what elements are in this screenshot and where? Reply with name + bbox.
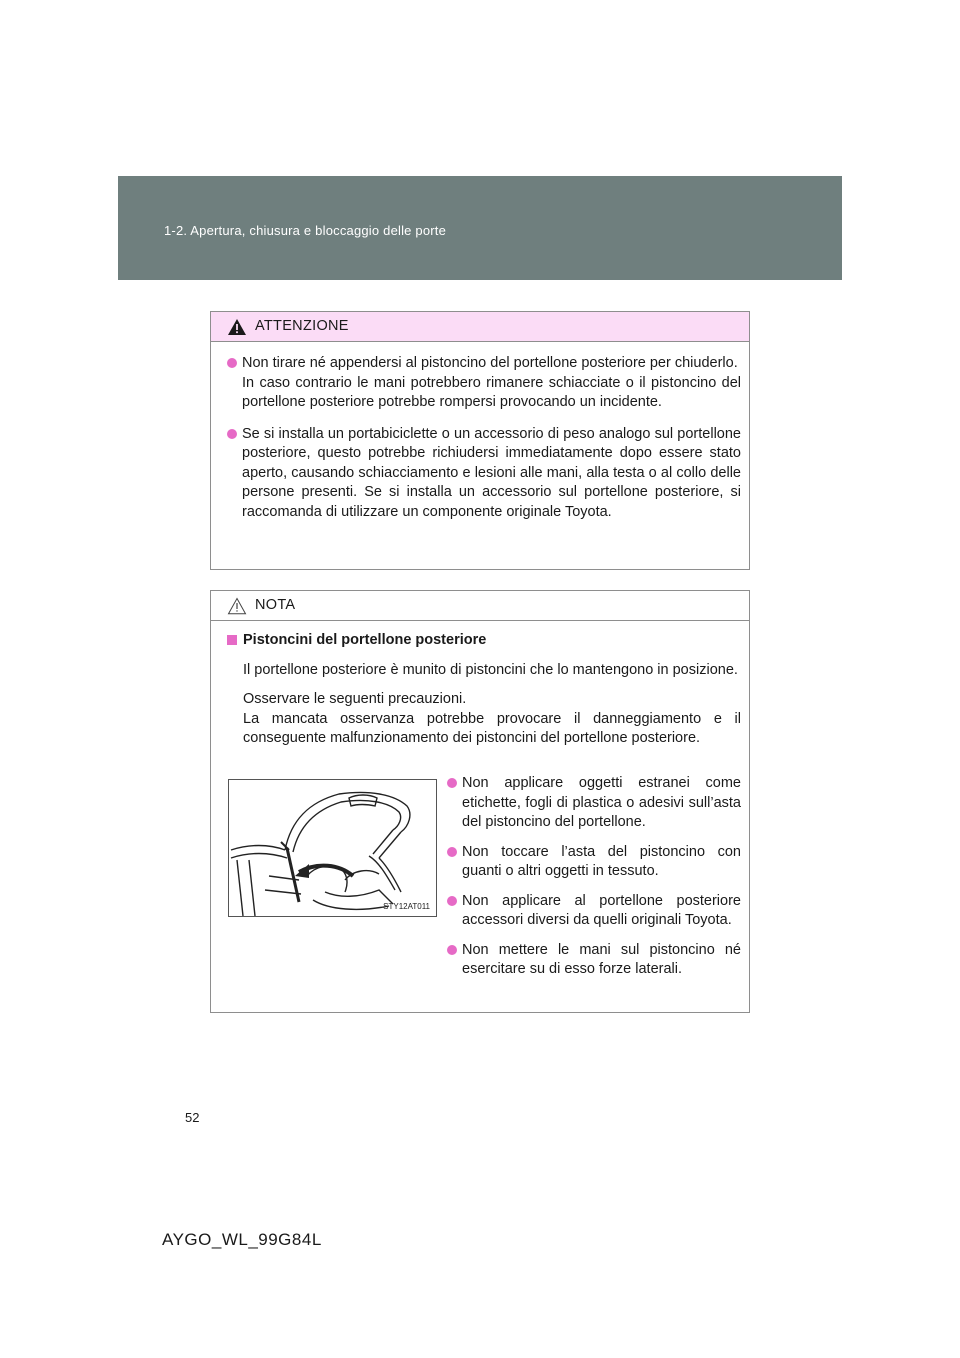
note-section-title: [227, 631, 741, 651]
figure-code: STY12AT011: [383, 902, 430, 911]
document-code: AYGO_WL_99G84L: [162, 1230, 322, 1249]
tailgate-strut-illustration: [228, 779, 437, 917]
bullet-dot-icon: [227, 429, 237, 439]
warning-box-header: [211, 312, 749, 342]
note-paragraph: [227, 690, 741, 749]
note-paragraph: Il portellone posteriore è munito di pistoncini che lo mantengono in posizione.: [243, 661, 738, 678]
warning-body: [211, 342, 749, 522]
section-header-title: 1-2. Apertura, chiusura e bloccaggio delle porte: [164, 223, 447, 238]
warning-item-text: In caso contrario le mani potrebbero rimanere schiacciate o il pistoncino del portellone posteriore potrebbe rompersi provocando un incidente.: [242, 374, 741, 410]
warning-item: [227, 354, 741, 413]
note-precautions-list: [447, 774, 741, 990]
warning-item-text: Se si installa un portabiciclette o un accessorio di peso analogo sul portellone posteriore, questo potrebbe richiudersi immediatamente dopo essere stato aperto, causando schiacciamento e lesioni alle mani, alla testa o al collo delle persone presenti. Se si installa un accessorio sul portellone posteriore, si raccomanda di utilizzare un componente originale Toyota.: [242, 425, 741, 520]
note-item: [447, 941, 741, 980]
note-box-header: [211, 591, 749, 621]
note-item-text: Non applicare al portellone posteriore accessori diversi da quelli originali Toyota.: [462, 892, 741, 928]
warning-item: [227, 425, 741, 523]
note-item-text: Non mettere le mani sul pistoncino né esercitare su di esso forze laterali.: [462, 941, 741, 977]
note-paragraph-line: La mancata osservanza potrebbe provocare il danneggiamento e il conseguente malfunzionamento dei pistoncini del portellone posteriore.: [243, 710, 741, 746]
note-item-text: Non toccare l’asta del pistoncino con guanti o altri oggetti in tessuto.: [462, 843, 741, 879]
caution-outline-icon: [227, 597, 247, 615]
note-section-title-text: Pistoncini del portellone posteriore: [243, 632, 487, 648]
note-item: [447, 843, 741, 882]
warning-label: ATTENZIONE: [255, 318, 349, 334]
warning-box: [210, 311, 750, 570]
note-body: [211, 621, 749, 749]
bullet-dot-icon: [227, 358, 237, 368]
header-band: [118, 176, 842, 280]
note-label: NOTA: [255, 597, 296, 613]
note-paragraph-line: Osservare le seguenti precauzioni.: [243, 691, 467, 707]
note-box: [210, 590, 750, 1013]
bullet-dot-icon: [447, 945, 457, 955]
note-item: [447, 774, 741, 833]
bullet-dot-icon: [447, 778, 457, 788]
warning-item-text: Non tirare né appendersi al pistoncino del portellone posteriore per chiuderlo.: [242, 355, 738, 371]
page-number: 52: [185, 1110, 200, 1125]
bullet-dot-icon: [447, 847, 457, 857]
bullet-dot-icon: [447, 896, 457, 906]
square-bullet-icon: [227, 635, 237, 645]
tailgate-drawing: [229, 780, 436, 916]
note-item: [447, 892, 741, 931]
warning-triangle-icon: [227, 318, 247, 336]
note-item-text: Non applicare oggetti estranei come etichette, fogli di plastica o adesivi sull’asta del pistoncino del portellone.: [462, 775, 741, 830]
